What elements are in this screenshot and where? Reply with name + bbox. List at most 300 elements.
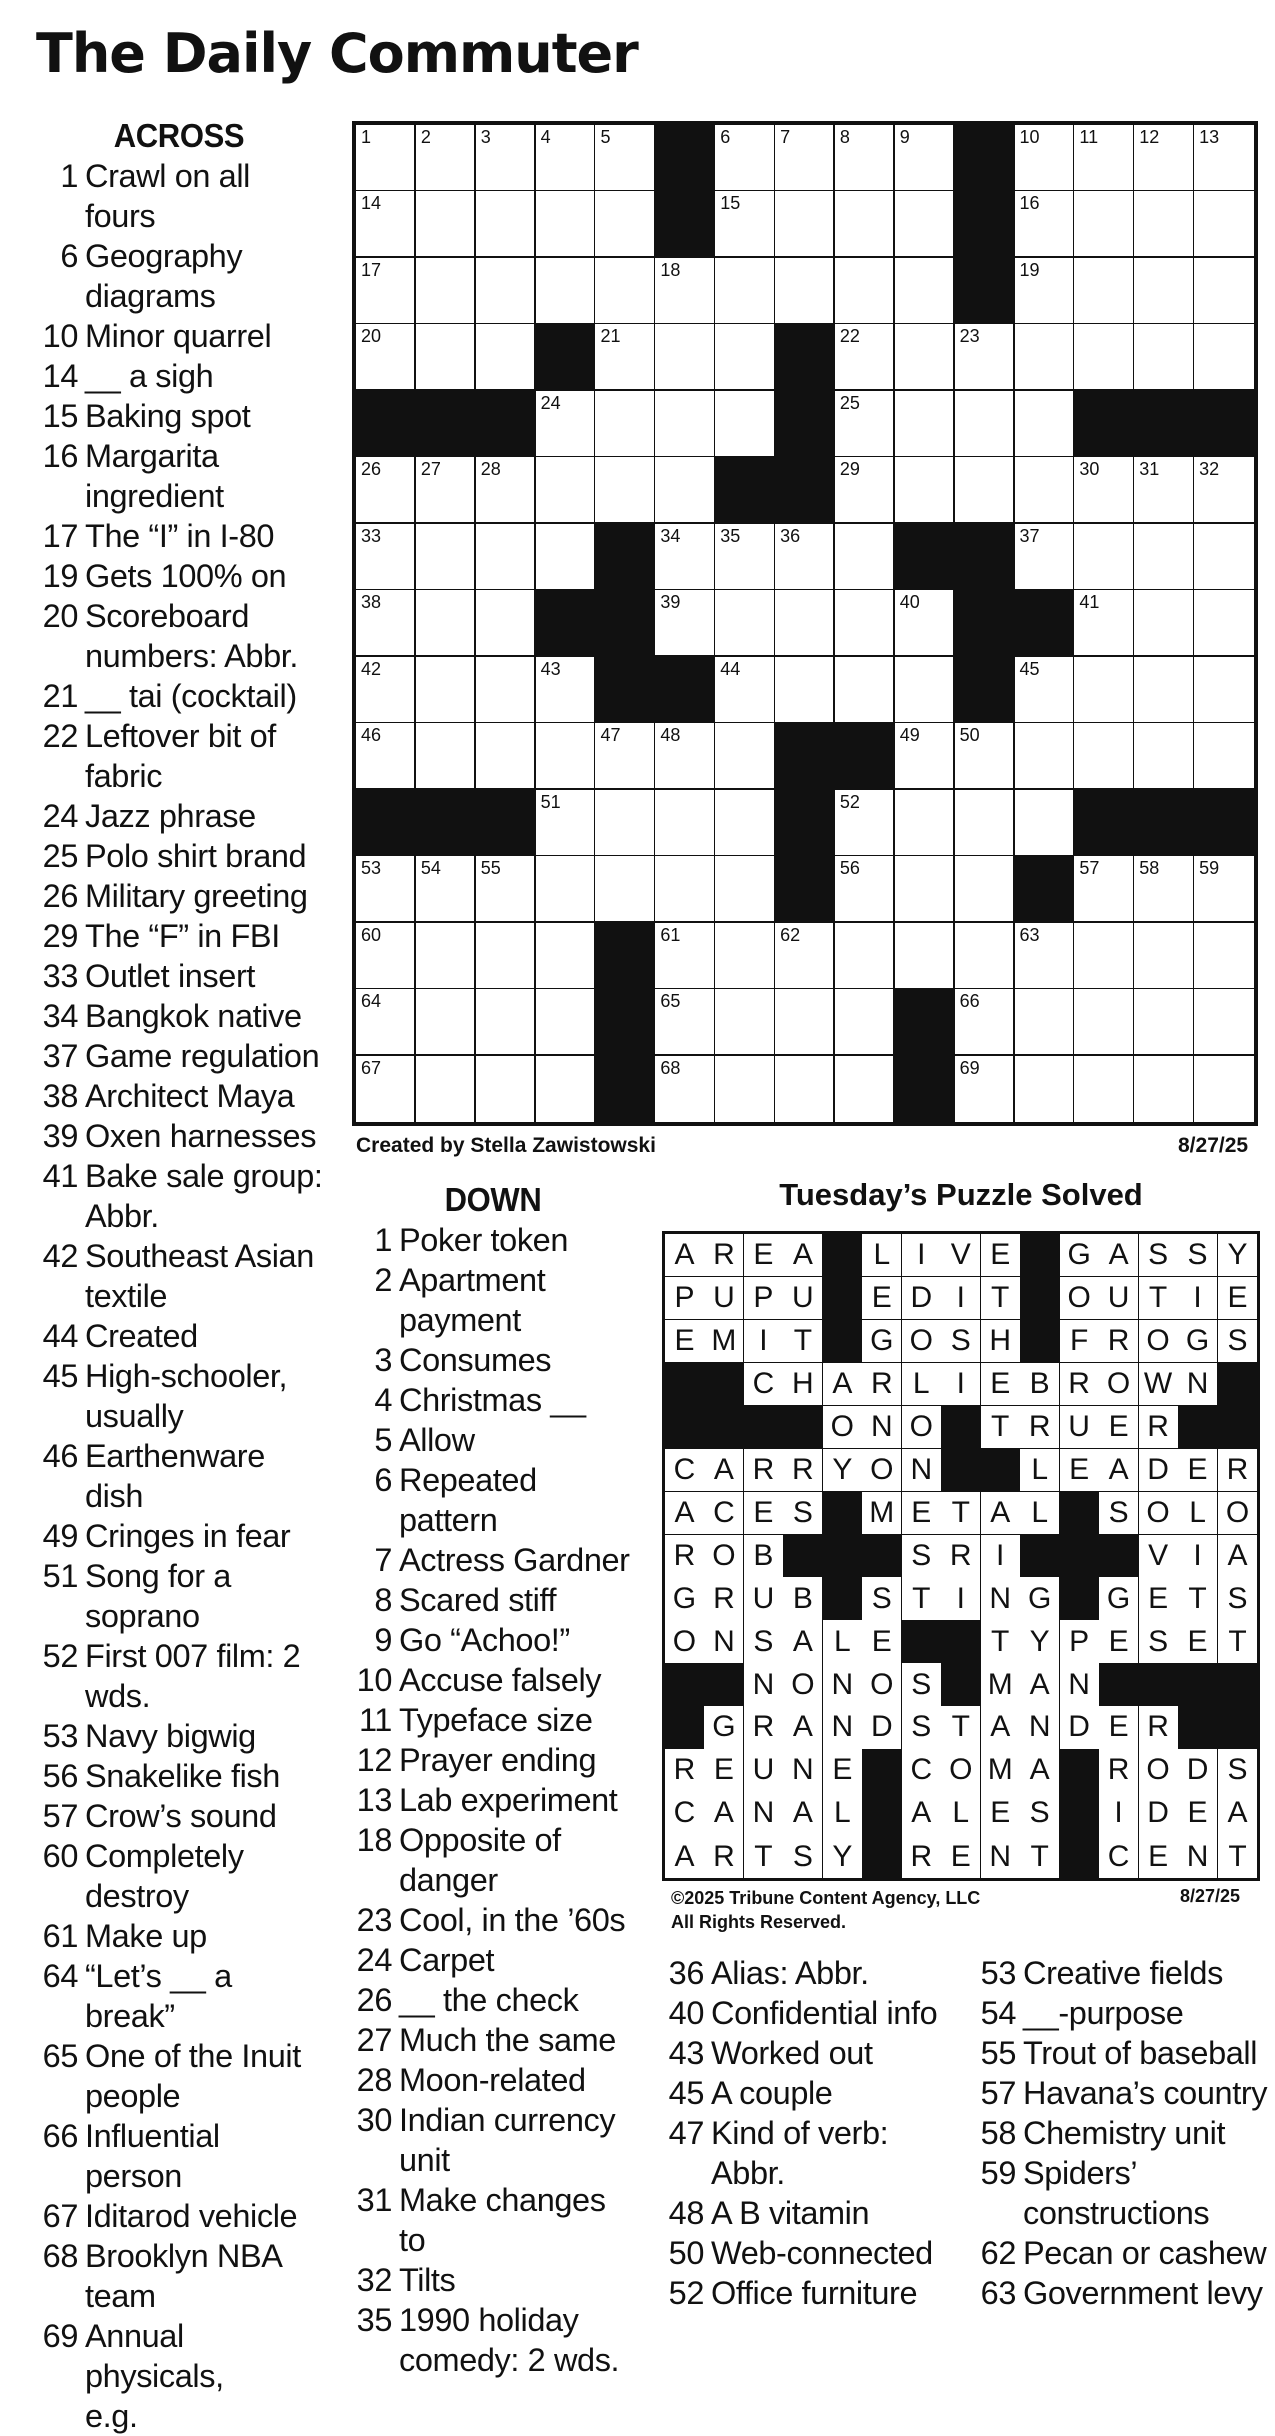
grid-cell[interactable] [356, 856, 416, 923]
clue-number: 31 [356, 2182, 392, 2218]
grid-cell[interactable] [895, 923, 955, 990]
clue-down-3[interactable] [348, 1340, 638, 1380]
black-square [1015, 590, 1075, 657]
clue-across-64[interactable] [34, 1996, 324, 2036]
solution-black-square [665, 1406, 705, 1449]
clue-down-col3-59[interactable] [972, 2193, 1272, 2233]
clue-down-col2-47[interactable] [660, 2113, 965, 2153]
grid-cell[interactable] [955, 923, 1015, 990]
grid-cell[interactable] [955, 457, 1015, 524]
grid-cell[interactable] [356, 590, 416, 657]
clue-down-col2-45[interactable] [660, 2073, 965, 2113]
grid-cell[interactable] [595, 790, 655, 857]
clue-across-20[interactable] [34, 636, 324, 676]
grid-cell[interactable] [476, 989, 536, 1056]
grid-cell[interactable] [595, 391, 655, 458]
clue-across-53[interactable] [34, 1716, 324, 1756]
clue-down-6[interactable] [348, 1460, 638, 1540]
grid-cell[interactable] [595, 723, 655, 790]
clue-across-22[interactable] [34, 756, 324, 796]
clue-across-1[interactable] [34, 156, 324, 236]
clue-down-7[interactable] [348, 1540, 638, 1580]
clue-across-65[interactable] [34, 2076, 324, 2116]
grid-cell[interactable] [715, 324, 775, 391]
clue-across-52[interactable] [34, 1636, 324, 1676]
clue-down-30[interactable] [348, 2140, 638, 2180]
grid-cell[interactable] [895, 856, 955, 923]
clue-text: Completely [85, 1838, 244, 1874]
solution-letter: C [665, 1449, 705, 1492]
solution-letter: A [981, 1492, 1021, 1535]
grid-cell[interactable] [1194, 324, 1254, 391]
clue-down-13[interactable] [348, 1780, 638, 1820]
clue-down-col2-47[interactable] [660, 2153, 965, 2193]
clue-across-16[interactable] [34, 436, 324, 476]
clue-across-57[interactable] [34, 1796, 324, 1836]
grid-cell[interactable] [536, 1056, 596, 1122]
clue-down-11[interactable] [348, 1700, 638, 1740]
clue-down-27[interactable] [348, 2020, 638, 2060]
grid-cell[interactable] [536, 989, 596, 1056]
clue-down-col3-54[interactable] [972, 1993, 1272, 2033]
grid-cell[interactable] [655, 457, 715, 524]
grid-cell[interactable] [1194, 258, 1254, 325]
grid-cell[interactable] [895, 657, 955, 724]
grid-cell[interactable] [895, 790, 955, 857]
clue-across-41[interactable] [34, 1156, 324, 1196]
clue-across-16[interactable] [34, 476, 324, 516]
clue-down-28[interactable] [348, 2060, 638, 2100]
grid-cell[interactable] [476, 457, 536, 524]
grid-cell[interactable] [1015, 258, 1075, 325]
grid-cell[interactable] [835, 191, 895, 258]
clue-across-17[interactable] [34, 516, 324, 556]
grid-cell[interactable] [715, 790, 775, 857]
grid-cell[interactable] [715, 524, 775, 591]
grid-cell[interactable] [895, 391, 955, 458]
grid-cell[interactable] [775, 923, 835, 990]
grid-cell[interactable] [955, 1056, 1015, 1122]
clue-across-42[interactable] [34, 1276, 324, 1316]
clue-across-67[interactable] [34, 2196, 324, 2236]
grid-cell[interactable] [416, 657, 476, 724]
clue-down-4[interactable] [348, 1380, 638, 1420]
grid-cell[interactable] [655, 258, 715, 325]
solution-letter: S [941, 1320, 981, 1363]
grid-cell[interactable] [775, 125, 835, 192]
clue-down-8[interactable] [348, 1580, 638, 1620]
grid-cell[interactable] [835, 457, 895, 524]
clue-down-18[interactable] [348, 1860, 638, 1900]
grid-cell[interactable] [715, 590, 775, 657]
grid-cell[interactable] [895, 191, 955, 258]
grid-cell[interactable] [835, 590, 895, 657]
clue-across-10[interactable] [34, 316, 324, 356]
clue-number: 22 [42, 718, 78, 754]
grid-cell[interactable] [775, 524, 835, 591]
clue-down-26[interactable] [348, 1980, 638, 2020]
clue-across-26[interactable] [34, 876, 324, 916]
grid-cell[interactable] [835, 790, 895, 857]
grid-cell[interactable] [356, 524, 416, 591]
grid-cell[interactable] [356, 258, 416, 325]
grid-cell[interactable] [1074, 657, 1134, 724]
clue-down-col2-43[interactable] [660, 2033, 965, 2073]
clue-across-51[interactable] [34, 1596, 324, 1636]
clue-across-46[interactable] [34, 1436, 324, 1476]
grid-cell[interactable] [536, 391, 596, 458]
grid-cell[interactable] [1134, 856, 1194, 923]
clue-across-49[interactable] [34, 1516, 324, 1556]
grid-cell[interactable] [356, 191, 416, 258]
clue-down-2[interactable] [348, 1260, 638, 1300]
clue-across-14[interactable] [34, 356, 324, 396]
grid-cell[interactable] [655, 723, 715, 790]
grid-cell[interactable] [835, 923, 895, 990]
grid-cell[interactable] [536, 657, 596, 724]
grid-cell[interactable] [476, 324, 536, 391]
grid-cell[interactable] [835, 258, 895, 325]
crossword-grid[interactable] [352, 121, 1258, 1126]
grid-cell[interactable] [1015, 191, 1075, 258]
grid-cell[interactable] [1074, 856, 1134, 923]
grid-cell[interactable] [1015, 524, 1075, 591]
clue-across-21[interactable] [34, 676, 324, 716]
grid-cell[interactable] [416, 258, 476, 325]
grid-cell[interactable] [356, 723, 416, 790]
grid-cell[interactable] [1134, 324, 1194, 391]
grid-cell[interactable] [835, 1056, 895, 1122]
grid-cell[interactable] [655, 856, 715, 923]
clue-across-69[interactable] [34, 2316, 324, 2396]
clue-down-35[interactable] [348, 2340, 638, 2380]
clue-down-23[interactable] [348, 1900, 638, 1940]
grid-cell[interactable] [655, 923, 715, 990]
grid-cell[interactable] [835, 391, 895, 458]
grid-cell[interactable] [1134, 457, 1194, 524]
grid-cell[interactable] [1074, 923, 1134, 990]
grid-cell[interactable] [416, 923, 476, 990]
grid-cell[interactable] [416, 524, 476, 591]
grid-cell[interactable] [775, 989, 835, 1056]
grid-cell[interactable] [416, 1056, 476, 1122]
grid-cell[interactable] [955, 391, 1015, 458]
grid-cell[interactable] [1194, 856, 1254, 923]
cell-number: 37 [1019, 525, 1040, 546]
grid-cell[interactable] [955, 790, 1015, 857]
grid-cell[interactable] [955, 989, 1015, 1056]
grid-cell[interactable] [835, 125, 895, 192]
cell-number: 24 [540, 392, 561, 413]
grid-cell[interactable] [356, 989, 416, 1056]
grid-cell[interactable] [895, 324, 955, 391]
grid-cell[interactable] [476, 125, 536, 192]
grid-cell[interactable] [476, 923, 536, 990]
grid-cell[interactable] [1194, 723, 1254, 790]
grid-cell[interactable] [955, 856, 1015, 923]
grid-cell[interactable] [536, 723, 596, 790]
grid-cell[interactable] [476, 723, 536, 790]
solution-letter: S [862, 1577, 902, 1620]
clue-down-1[interactable] [348, 1220, 638, 1260]
clue-across-60[interactable] [34, 1836, 324, 1876]
clue-down-col2-48[interactable] [660, 2193, 965, 2233]
grid-cell[interactable] [715, 1056, 775, 1122]
grid-cell[interactable] [715, 191, 775, 258]
grid-cell[interactable] [715, 125, 775, 192]
grid-cell[interactable] [476, 191, 536, 258]
clue-across-45[interactable] [34, 1396, 324, 1436]
grid-cell[interactable] [536, 191, 596, 258]
grid-cell[interactable] [595, 258, 655, 325]
grid-cell[interactable] [476, 1056, 536, 1122]
grid-cell[interactable] [955, 723, 1015, 790]
clue-down-30[interactable] [348, 2100, 638, 2140]
grid-cell[interactable] [1015, 723, 1075, 790]
grid-cell[interactable] [595, 191, 655, 258]
grid-cell[interactable] [1134, 657, 1194, 724]
grid-cell[interactable] [835, 324, 895, 391]
clue-across-60[interactable] [34, 1876, 324, 1916]
clue-across-15[interactable] [34, 396, 324, 436]
clue-down-col2-50[interactable] [660, 2233, 965, 2273]
grid-cell[interactable] [416, 125, 476, 192]
grid-cell[interactable] [1015, 125, 1075, 192]
grid-cell[interactable] [356, 125, 416, 192]
clue-across-29[interactable] [34, 916, 324, 956]
grid-cell[interactable] [536, 923, 596, 990]
grid-cell[interactable] [1194, 923, 1254, 990]
grid-cell[interactable] [536, 856, 596, 923]
clue-across-65[interactable] [34, 2036, 324, 2076]
grid-cell[interactable] [1134, 723, 1194, 790]
grid-cell[interactable] [655, 790, 715, 857]
grid-cell[interactable] [1015, 391, 1075, 458]
cell-number: 40 [899, 592, 920, 613]
grid-cell[interactable] [1134, 258, 1194, 325]
clue-down-col3-62[interactable] [972, 2233, 1272, 2273]
clue-across-20[interactable] [34, 596, 324, 636]
grid-cell[interactable] [1194, 191, 1254, 258]
grid-cell[interactable] [356, 923, 416, 990]
clue-down-24[interactable] [348, 1940, 638, 1980]
grid-cell[interactable] [1074, 125, 1134, 192]
clue-across-68[interactable] [34, 2276, 324, 2316]
grid-cell[interactable] [595, 324, 655, 391]
clue-across-45[interactable] [34, 1356, 324, 1396]
grid-cell[interactable] [1134, 590, 1194, 657]
grid-cell[interactable] [1074, 258, 1134, 325]
solution-letter: N [862, 1406, 902, 1449]
clue-down-col3-55[interactable] [972, 2033, 1272, 2073]
grid-cell[interactable] [1194, 1056, 1254, 1122]
grid-cell[interactable] [1074, 1056, 1134, 1122]
grid-cell[interactable] [595, 457, 655, 524]
clue-down-col2-40[interactable] [660, 1993, 965, 2033]
clue-across-25[interactable] [34, 836, 324, 876]
grid-cell[interactable] [715, 856, 775, 923]
grid-cell[interactable] [1134, 125, 1194, 192]
clue-down-2[interactable] [348, 1300, 638, 1340]
grid-cell[interactable] [416, 590, 476, 657]
clue-across-33[interactable] [34, 956, 324, 996]
grid-cell[interactable] [356, 1056, 416, 1122]
clue-across-6[interactable] [34, 236, 324, 276]
clue-down-9[interactable] [348, 1620, 638, 1660]
grid-cell[interactable] [895, 258, 955, 325]
grid-cell[interactable] [1074, 524, 1134, 591]
grid-cell[interactable] [1074, 989, 1134, 1056]
clue-across-52[interactable] [34, 1676, 324, 1716]
grid-cell[interactable] [775, 258, 835, 325]
grid-cell[interactable] [1194, 989, 1254, 1056]
grid-cell[interactable] [1074, 590, 1134, 657]
grid-cell[interactable] [1074, 723, 1134, 790]
clue-number [34, 1196, 78, 1236]
grid-cell[interactable] [416, 856, 476, 923]
grid-cell[interactable] [595, 125, 655, 192]
grid-cell[interactable] [476, 524, 536, 591]
clue-across-68[interactable] [34, 2236, 324, 2276]
grid-cell[interactable] [655, 324, 715, 391]
clue-across-66[interactable] [34, 2116, 324, 2196]
grid-cell[interactable] [476, 856, 536, 923]
grid-cell[interactable] [655, 524, 715, 591]
grid-cell[interactable] [536, 790, 596, 857]
grid-cell[interactable] [416, 457, 476, 524]
grid-cell[interactable] [835, 657, 895, 724]
grid-cell[interactable] [775, 1056, 835, 1122]
clue-across-64[interactable] [34, 1956, 324, 1996]
grid-cell[interactable] [895, 590, 955, 657]
clue-down-32[interactable] [348, 2260, 638, 2300]
grid-cell[interactable] [715, 657, 775, 724]
grid-cell[interactable] [1015, 657, 1075, 724]
clue-across-38[interactable] [34, 1076, 324, 1116]
clue-across-51[interactable] [34, 1556, 324, 1596]
grid-cell[interactable] [1134, 1056, 1194, 1122]
grid-cell[interactable] [536, 125, 596, 192]
grid-cell[interactable] [536, 524, 596, 591]
grid-cell[interactable] [835, 856, 895, 923]
grid-cell[interactable] [715, 989, 775, 1056]
grid-cell[interactable] [1015, 324, 1075, 391]
grid-cell[interactable] [1015, 1056, 1075, 1122]
grid-cell[interactable] [356, 657, 416, 724]
clue-across-19[interactable] [34, 556, 324, 596]
clue-across-61[interactable] [34, 1916, 324, 1956]
clue-across-22[interactable] [34, 716, 324, 756]
grid-cell[interactable] [416, 324, 476, 391]
clue-across-34[interactable] [34, 996, 324, 1036]
clue-across-56[interactable] [34, 1756, 324, 1796]
grid-cell[interactable] [715, 723, 775, 790]
clue-across-69[interactable] [34, 2396, 324, 2436]
grid-cell[interactable] [1015, 989, 1075, 1056]
clue-across-24[interactable] [34, 796, 324, 836]
clue-across-42[interactable] [34, 1236, 324, 1276]
grid-cell[interactable] [775, 191, 835, 258]
grid-cell[interactable] [1015, 457, 1075, 524]
grid-cell[interactable] [1074, 457, 1134, 524]
grid-cell[interactable] [715, 923, 775, 990]
grid-cell[interactable] [895, 457, 955, 524]
grid-cell[interactable] [655, 590, 715, 657]
grid-cell[interactable] [715, 258, 775, 325]
grid-cell[interactable] [775, 657, 835, 724]
grid-cell[interactable] [1134, 191, 1194, 258]
grid-cell[interactable] [715, 391, 775, 458]
clue-down-col3-57[interactable] [972, 2073, 1272, 2113]
grid-cell[interactable] [835, 989, 895, 1056]
cell-number: 64 [361, 991, 382, 1012]
grid-cell[interactable] [1134, 923, 1194, 990]
grid-cell[interactable] [1015, 790, 1075, 857]
grid-cell[interactable] [1134, 524, 1194, 591]
grid-cell[interactable] [1074, 324, 1134, 391]
clue-down-12[interactable] [348, 1740, 638, 1780]
clue-text: wds. [85, 1678, 151, 1714]
grid-cell[interactable] [416, 191, 476, 258]
grid-cell[interactable] [416, 989, 476, 1056]
grid-cell[interactable] [895, 723, 955, 790]
clue-down-5[interactable] [348, 1420, 638, 1460]
grid-cell[interactable] [476, 590, 536, 657]
grid-cell[interactable] [595, 856, 655, 923]
grid-cell[interactable] [356, 457, 416, 524]
grid-cell[interactable] [775, 590, 835, 657]
clue-across-44[interactable] [34, 1316, 324, 1356]
clue-across-39[interactable] [34, 1116, 324, 1156]
grid-cell[interactable] [476, 258, 536, 325]
clue-down-col3-59[interactable] [972, 2153, 1272, 2193]
grid-cell[interactable] [1074, 191, 1134, 258]
grid-cell[interactable] [655, 1056, 715, 1122]
clue-across-46[interactable] [34, 1476, 324, 1516]
clue-down-col2-52[interactable] [660, 2273, 965, 2313]
grid-cell[interactable] [476, 657, 536, 724]
grid-cell[interactable] [1134, 989, 1194, 1056]
clue-down-10[interactable] [348, 1660, 638, 1700]
grid-cell[interactable] [1194, 457, 1254, 524]
clue-across-37[interactable] [34, 1036, 324, 1076]
clue-down-35[interactable] [348, 2300, 638, 2340]
clue-across-41[interactable] [34, 1196, 324, 1236]
clue-down-col3-58[interactable] [972, 2113, 1272, 2153]
clue-across-6[interactable] [34, 276, 324, 316]
grid-cell[interactable] [536, 457, 596, 524]
grid-cell[interactable] [1194, 657, 1254, 724]
grid-cell[interactable] [356, 324, 416, 391]
grid-cell[interactable] [655, 989, 715, 1056]
clue-down-col3-53[interactable] [972, 1953, 1272, 1993]
grid-cell[interactable] [1015, 923, 1075, 990]
grid-cell[interactable] [416, 723, 476, 790]
grid-cell[interactable] [955, 324, 1015, 391]
grid-cell[interactable] [1194, 524, 1254, 591]
grid-cell[interactable] [1194, 590, 1254, 657]
grid-cell[interactable] [655, 391, 715, 458]
clue-down-18[interactable] [348, 1820, 638, 1860]
clue-down-col3-63[interactable] [972, 2273, 1272, 2313]
grid-cell[interactable] [835, 524, 895, 591]
solution-letter: E [704, 1749, 744, 1792]
clue-down-31[interactable] [348, 2180, 638, 2260]
grid-cell[interactable] [536, 258, 596, 325]
grid-cell[interactable] [1194, 125, 1254, 192]
clue-down-col2-36[interactable] [660, 1953, 965, 1993]
grid-cell[interactable] [895, 125, 955, 192]
